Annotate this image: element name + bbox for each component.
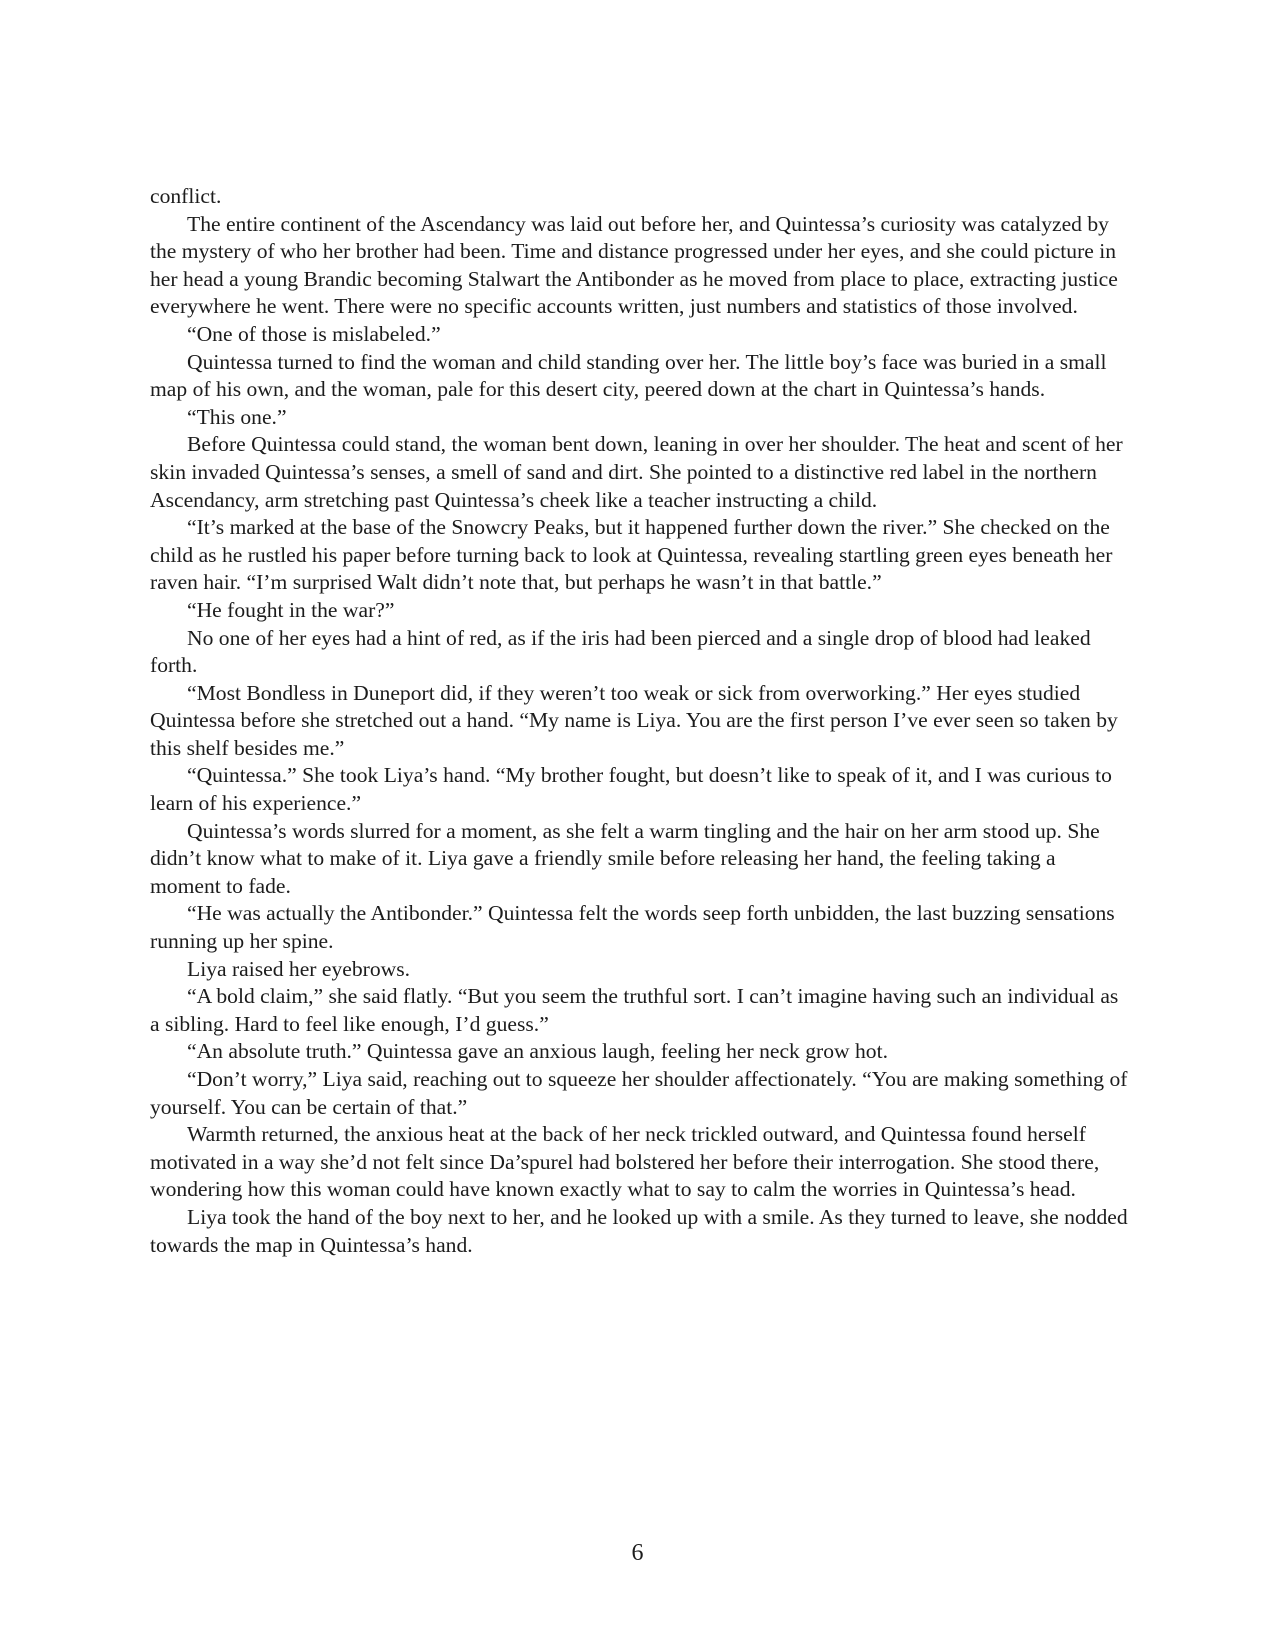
paragraph: “A bold claim,” she said flatly. “But you seem the truthful sort. I can’t imagine having such an individual as a sibling. Hard to feel like enough, I’d guess.” bbox=[150, 984, 1119, 1036]
page-body bbox=[150, 183, 1130, 1259]
paragraph: “Most Bondless in Duneport did, if they weren’t too weak or sick from overworking.” Her eyes studied Quintessa before she stretched out a hand. “My name is Liya. You are the first person I’ve ever seen so taken by this shelf besides me.” bbox=[150, 680, 1118, 760]
paragraph: Warmth returned, the anxious heat at the back of her neck trickled outward, and Quintessa found herself motivated in a way she’d not felt since Da’spurel had bolstered her before their interrogation. She stood there, wondering how this woman could have known exactly what to say to calm the worries in Quintessa’s head. bbox=[150, 1122, 1100, 1202]
paragraph: Liya took the hand of the boy next to her, and he looked up with a smile. As they turned to leave, she nodded towards the map in Quintessa’s hand. bbox=[150, 1204, 1128, 1257]
paragraph: “An absolute truth.” Quintessa gave an anxious laugh, feeling her neck grow hot. bbox=[187, 1039, 888, 1064]
page-number: 6 bbox=[631, 1540, 644, 1566]
paragraph: Liya raised her eyebrows. bbox=[187, 956, 411, 981]
paragraph: “Quintessa.” She took Liya’s hand. “My brother fought, but doesn’t like to speak of it, and I was curious to learn of his experience.” bbox=[150, 763, 1112, 816]
paragraph: No one of her eyes had a hint of red, as if the iris had been pierced and a single drop of blood had leaked forth. bbox=[150, 625, 1091, 678]
paragraph: The entire continent of the Ascendancy was laid out before her, and Quintessa’s curiosity was catalyzed by the mystery of who her brother had been. Time and distance progressed under her eyes, and she could picture in her head a young Brandic becoming Stalwart the Antibonder as he moved from place to place, extracting justice everywhere he went. There were no specific accounts written, just numbers and statistics of those involved. bbox=[150, 211, 1118, 319]
paragraph: Before Quintessa could stand, the woman bent down, leaning in over her shoulder. The heat and scent of her skin invaded Quintessa’s senses, a smell of sand and dirt. She pointed to a distinctive red label in the northern Ascendancy, arm stretching past Quintessa’s cheek like a teacher instructing a child. bbox=[150, 432, 1123, 512]
paragraph: “One of those is mislabeled.” bbox=[187, 321, 441, 346]
paragraph: “Don’t worry,” Liya said, reaching out to squeeze her shoulder affectionately. “You are making something of yourself. You can be certain of that.” bbox=[150, 1067, 1128, 1119]
paragraph: “This one.” bbox=[187, 404, 287, 429]
paragraph: “He was actually the Antibonder.” Quintessa felt the words seep forth unbidden, the last buzzing sensations running up her spine. bbox=[150, 901, 1115, 954]
paragraph: “It’s marked at the base of the Snowcry Peaks, but it happened further down the river.” She checked on the child as he rustled his paper before turning back to look at Quintessa, revealing startling green eyes beneath her raven hair. “I’m surprised Walt didn’t note that, but perhaps he wasn’t in that battle.” bbox=[150, 515, 1113, 595]
paragraph: Quintessa turned to find the woman and child standing over her. The little boy’s face was buried in a small map of his own, and the woman, pale for this desert city, peered down at the chart in Quintessa’s hands. bbox=[150, 349, 1107, 402]
paragraph: “He fought in the war?” bbox=[187, 597, 395, 622]
paragraph: Quintessa’s words slurred for a moment, as she felt a warm tingling and the hair on her arm stood up. She didn’t know what to make of it. Liya gave a friendly smile before releasing her hand, the feeling taking a moment to fade. bbox=[150, 818, 1100, 898]
paragraph: conflict. bbox=[150, 184, 222, 208]
